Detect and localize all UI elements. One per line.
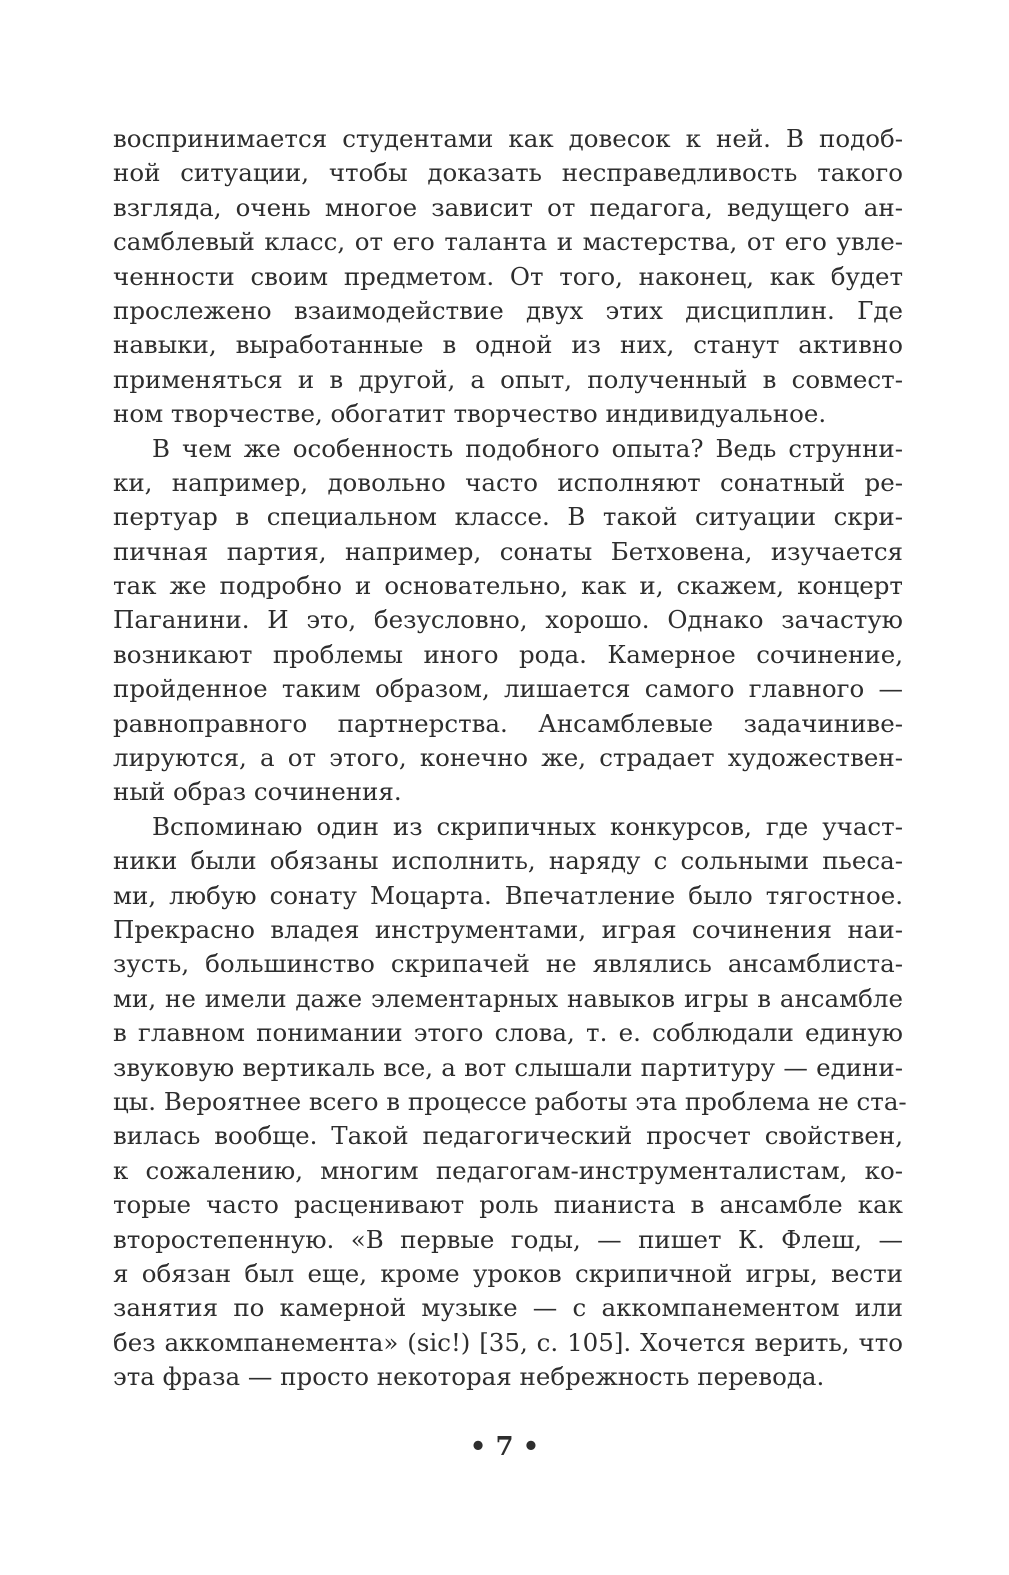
- text-line: ном творчестве, обогатит творчество индивидуальное.: [113, 399, 827, 429]
- text-line: пичная партия, например, сонаты Бетховена, изучается: [113, 536, 903, 566]
- text-line: так же подробно и основательно, как и, скажем, концерт: [113, 571, 903, 601]
- body-text: [113, 122, 907, 1394]
- text-line: воспринимается студентами как довесок к ней. В подоб-: [113, 124, 903, 153]
- text-line: к сожалению, многим педагогам-инструменталистам, ко-: [113, 1155, 903, 1185]
- text-line: ми, любую сонату Моцарта. Впечатление было тягостное.: [113, 880, 903, 910]
- text-line: навыки, выработанные в одной из них, станут активно: [113, 330, 903, 360]
- text-line: зусть, большинство скрипачей не являлись ансамблиста-: [113, 949, 903, 979]
- text-line: взгляда, очень многое зависит от педагога, ведущего ан-: [113, 192, 903, 222]
- text-line: в главном понимании этого слова, т. е. соблюдали единую: [113, 1018, 903, 1048]
- page-number: • 7 •: [469, 1432, 540, 1462]
- text-line: равноправного партнерства. Ансамблевые задачиниве-: [113, 708, 903, 738]
- text-line: звуковую вертикаль все, а вот слышали партитуру — едини-: [113, 1052, 903, 1082]
- text-line: пройденное таким образом, лишается самого главного —: [113, 674, 903, 704]
- text-line: ный образ сочинения.: [113, 777, 402, 807]
- text-line: прослежено взаимодействие двух этих дисциплин. Где: [113, 295, 903, 325]
- text-line: В чем же особенность подобного опыта? Ведь струнни-: [152, 433, 903, 463]
- text-line: лируются, а от этого, конечно же, страдает художествен-: [113, 743, 903, 773]
- text-line: торые часто расценивают роль пианиста в ансамбле как: [113, 1190, 903, 1220]
- text-line: ной ситуации, чтобы доказать несправедливость такого: [113, 158, 903, 188]
- text-line: цы. Вероятнее всего в процессе работы эта проблема не ста-: [113, 1086, 907, 1116]
- text-line: ченности своим предметом. От того, наконец, как будет: [113, 261, 903, 291]
- text-line: ки, например, довольно часто исполняют сонатный ре-: [113, 467, 903, 497]
- text-line: Вспоминаю один из скрипичных конкурсов, где участ-: [152, 811, 903, 841]
- text-line: без аккомпанемента» (sic!) [35, с. 105]. Хочется верить, что: [113, 1327, 903, 1357]
- text-line: занятия по камерной музыке — с аккомпанементом или: [113, 1293, 903, 1323]
- text-line: самблевый класс, от его таланта и мастерства, от его увле-: [113, 227, 903, 257]
- text-line: ми, не имели даже элементарных навыков игры в ансамбле: [113, 983, 903, 1013]
- text-line: второстепенную. «В первые годы, — пишет К. Флеш, —: [113, 1224, 903, 1254]
- text-line: Паганини. И это, безусловно, хорошо. Однако зачастую: [113, 605, 903, 635]
- text-line: вилась вообще. Такой педагогический просчет свойствен,: [113, 1121, 903, 1151]
- text-line: эта фраза — просто некоторая небрежность перевода.: [113, 1362, 825, 1392]
- text-line: применяться и в другой, а опыт, полученный в совмест-: [113, 364, 903, 394]
- text-line: я обязан был еще, кроме уроков скрипичной игры, вести: [113, 1258, 903, 1288]
- text-line: возникают проблемы иного рода. Камерное сочинение,: [113, 639, 903, 669]
- text-line: пертуар в специальном классе. В такой ситуации скри-: [113, 502, 903, 532]
- text-line: ники были обязаны исполнить, наряду с сольными пьеса-: [113, 846, 903, 876]
- text-line: Прекрасно владея инструментами, играя сочинения наи-: [113, 914, 903, 944]
